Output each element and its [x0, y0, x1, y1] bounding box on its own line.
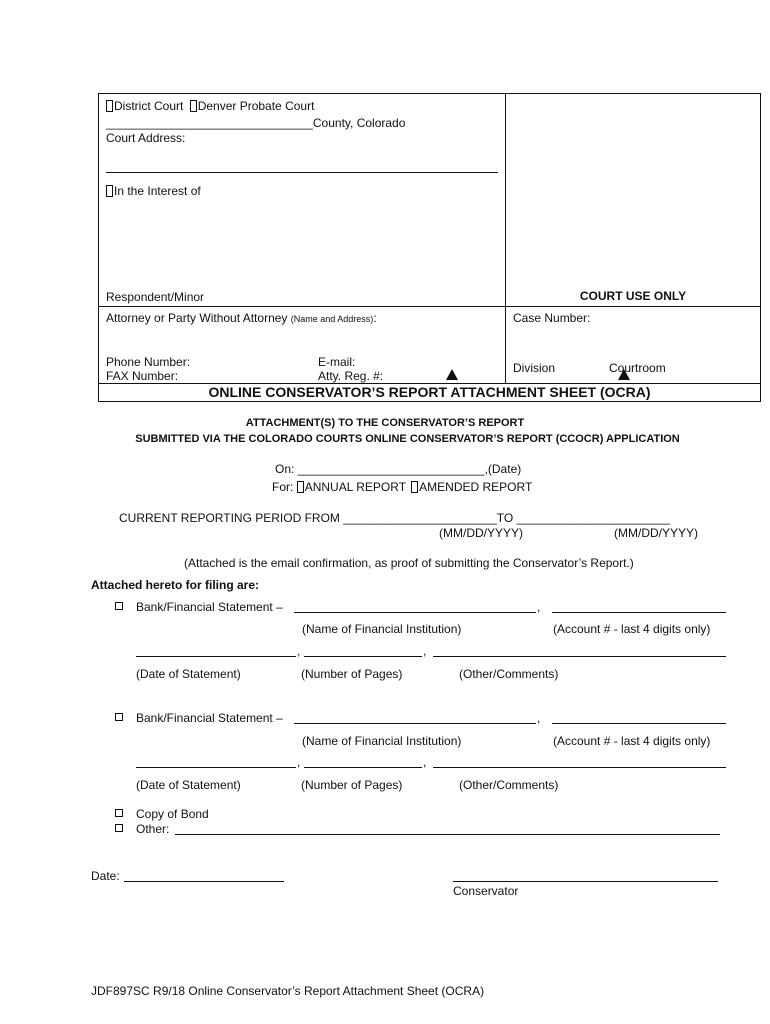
- statement-1-account-field[interactable]: [552, 612, 726, 613]
- on-date-blank[interactable]: ____________________________: [297, 462, 485, 476]
- statement-1-institution-caption: (Name of Financial Institution): [302, 622, 462, 636]
- on-label: On:: [275, 462, 295, 476]
- annual-report-label: ANNUAL REPORT: [304, 480, 406, 494]
- attorney-label-main: Attorney or Party Without Attorney: [106, 311, 288, 325]
- statement-2-comments-field[interactable]: [433, 767, 726, 768]
- fax-label: FAX Number:: [106, 369, 179, 383]
- triangle-icon: [618, 369, 630, 380]
- email-label: E-mail:: [318, 355, 356, 369]
- annual-report-checkbox[interactable]: [297, 481, 304, 493]
- period-from-blank[interactable]: _______________________: [343, 511, 497, 525]
- reporting-period-line: [119, 511, 670, 525]
- period-from-format: (MM/DD/YYYY): [439, 526, 523, 540]
- statement-1-date-caption: (Date of Statement): [136, 667, 241, 681]
- period-to-format: (MM/DD/YYYY): [614, 526, 698, 540]
- amended-report-label: AMENDED REPORT: [419, 480, 533, 494]
- email-confirmation-note: (Attached is the email confirmation, as proof of submitting the Conservator’s Report.): [184, 556, 634, 570]
- footer-form-id: JDF897SC R9/18 Online Conservator’s Report Attachment Sheet (OCRA): [91, 984, 485, 998]
- denver-probate-label: Denver Probate Court: [197, 99, 315, 113]
- for-line: [272, 480, 532, 494]
- statement-2-institution-field[interactable]: [294, 723, 536, 724]
- attached-heading: Attached hereto for filing are:: [91, 578, 260, 592]
- reporting-period-label: CURRENT REPORTING PERIOD FROM: [119, 511, 340, 525]
- heading-line-2: SUBMITTED VIA THE COLORADO COURTS ONLINE CONSERVATOR’S REPORT (CCOCR) APPLICATION: [135, 433, 680, 445]
- interest-label: In the Interest of: [114, 184, 201, 198]
- for-label: For:: [272, 480, 294, 494]
- other-checkbox[interactable]: [115, 824, 123, 832]
- date-label: Date:: [91, 869, 120, 883]
- courtroom-label: Courtroom: [609, 361, 666, 375]
- signature-date-field[interactable]: [124, 881, 284, 882]
- division-label: Division: [513, 361, 556, 375]
- statement-1-pages-caption: (Number of Pages): [301, 667, 403, 681]
- district-court-checkbox[interactable]: [106, 100, 113, 112]
- statement-2-date-field[interactable]: [136, 767, 296, 768]
- respondent-label: Respondent/Minor: [106, 290, 205, 304]
- conservator-signature-field[interactable]: [453, 881, 718, 882]
- phone-label: Phone Number:: [106, 355, 191, 369]
- statement-2-account-field[interactable]: [552, 723, 726, 724]
- statement-1-institution-field[interactable]: [294, 612, 536, 613]
- copy-of-bond-label: Copy of Bond: [136, 807, 209, 821]
- case-number-label: Case Number:: [513, 311, 591, 325]
- county-blank[interactable]: _______________________________: [106, 116, 313, 130]
- comma-separator: ,: [537, 711, 541, 725]
- other-field[interactable]: [175, 834, 720, 835]
- copy-of-bond-checkbox[interactable]: [115, 809, 123, 817]
- conservator-label: Conservator: [453, 884, 519, 898]
- statement-2-pages-field[interactable]: [304, 767, 422, 768]
- on-date-suffix: ,(Date): [484, 462, 522, 476]
- attorney-label-sub: (Name and Address): [290, 314, 374, 324]
- on-date-line: [275, 462, 521, 476]
- comma-separator: ,: [423, 644, 427, 658]
- period-to-label: TO: [496, 511, 514, 525]
- statement-2-checkbox[interactable]: [115, 713, 123, 721]
- statement-2-account-caption: (Account # - last 4 digits only): [553, 734, 711, 748]
- statement-2-label: Bank/Financial Statement –: [136, 711, 283, 725]
- statement-1-comments-field[interactable]: [433, 656, 726, 657]
- statement-2-comments-caption: (Other/Comments): [459, 778, 559, 792]
- attorney-label: [106, 311, 377, 325]
- district-court-label: District Court: [114, 99, 184, 113]
- statement-1-date-field[interactable]: [136, 656, 296, 657]
- denver-probate-checkbox[interactable]: [190, 100, 197, 112]
- court-use-only: COURT USE ONLY: [579, 289, 687, 303]
- statement-1-comments-caption: (Other/Comments): [459, 667, 559, 681]
- amended-report-checkbox[interactable]: [411, 481, 418, 493]
- interest-checkbox[interactable]: [106, 185, 113, 197]
- heading-line-1: ATTACHMENT(S) TO THE CONSERVATOR’S REPORT: [245, 417, 525, 429]
- statement-1-label: Bank/Financial Statement –: [136, 600, 283, 614]
- triangle-icon: [446, 369, 458, 380]
- attorney-label-colon: :: [373, 311, 377, 325]
- comma-separator: ,: [423, 755, 427, 769]
- statement-2-institution-caption: (Name of Financial Institution): [302, 734, 462, 748]
- other-label: Other:: [136, 822, 170, 836]
- period-to-blank[interactable]: _______________________: [516, 511, 671, 525]
- statement-1-account-caption: (Account # - last 4 digits only): [553, 622, 711, 636]
- form-title: ONLINE CONSERVATOR’S REPORT ATTACHMENT SHEET (OCRA): [208, 384, 651, 400]
- statement-1-pages-field[interactable]: [304, 656, 422, 657]
- court-address-label: Court Address:: [106, 131, 186, 145]
- interest-line: [106, 184, 201, 198]
- court-type-line: [106, 99, 314, 113]
- statement-1-checkbox[interactable]: [115, 602, 123, 610]
- comma-separator: ,: [297, 755, 301, 769]
- county-line: [106, 116, 405, 130]
- statement-2-pages-caption: (Number of Pages): [301, 778, 403, 792]
- county-suffix: County, Colorado: [312, 116, 406, 130]
- atty-reg-label: Atty. Reg. #:: [318, 369, 384, 383]
- statement-2-date-caption: (Date of Statement): [136, 778, 241, 792]
- comma-separator: ,: [297, 644, 301, 658]
- comma-separator: ,: [537, 600, 541, 614]
